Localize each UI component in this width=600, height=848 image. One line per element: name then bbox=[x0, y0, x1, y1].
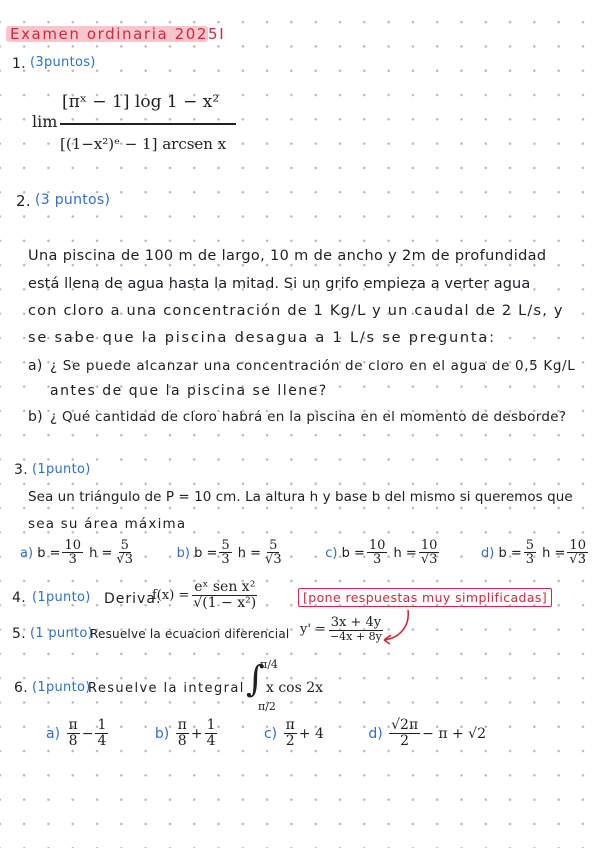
q2-line-4: se sabe que la piscina desagua a 1 L/s se pregunta: bbox=[28, 330, 496, 346]
b-equals: b = bbox=[194, 545, 218, 561]
q3-option-b[interactable] bbox=[177, 536, 286, 570]
frac-numerator: π bbox=[177, 717, 187, 734]
q1-limit-label: lim bbox=[32, 112, 58, 131]
operator: + 4 bbox=[298, 725, 324, 742]
q3-option-label: a) bbox=[20, 545, 34, 561]
q3-option-d[interactable] bbox=[481, 536, 590, 570]
q3-points: (1punto) bbox=[32, 462, 91, 477]
q2-points: (3 puntos) bbox=[35, 192, 111, 208]
q2-b-label: b) bbox=[28, 409, 43, 425]
b-denominator: 3 bbox=[525, 552, 535, 568]
q3-line-2: sea su área máxima bbox=[28, 516, 187, 532]
h-denominator: √3 bbox=[116, 552, 133, 568]
q3-option-label: d) bbox=[480, 545, 495, 561]
q2-line-1: Una piscina de 100 m de largo, 10 m de ancho y 2m de profundidad bbox=[28, 248, 547, 264]
q5-numerator: 3x + 4y bbox=[330, 615, 382, 630]
q2-line-2: está llena de agua hasta la mitad. Si un grifo empieza a verter agua bbox=[28, 276, 531, 292]
q2-b-text: ¿ Qué cantidad de cloro habrá en la piscina en el momento de desborde? bbox=[50, 409, 567, 425]
q4-note: [pone respuestas muy simplificadas] bbox=[298, 588, 552, 607]
q6-text: Resuelve la integral bbox=[88, 681, 245, 696]
q3-number: 3. bbox=[14, 462, 28, 478]
q5-points: (1 punto) bbox=[30, 626, 94, 641]
frac-numerator: π bbox=[285, 717, 295, 734]
b-numerator: 10 bbox=[368, 537, 386, 553]
h-denominator: √3 bbox=[569, 552, 586, 568]
q5-denominator: −4x + 8y bbox=[329, 629, 382, 643]
q5-text: Resuelve la ecuacion diferencial bbox=[90, 627, 290, 641]
q6-number: 6. bbox=[14, 680, 28, 696]
q5-equation bbox=[300, 616, 386, 643]
h-denominator: √3 bbox=[265, 552, 282, 568]
q6-option-label: a) bbox=[46, 725, 61, 742]
q5-number: 5. bbox=[12, 626, 26, 642]
q2-line-3: con cloro a una concentración de 1 Kg/L y un caudal de 2 L/s, y bbox=[28, 303, 564, 319]
q4-number: 4. bbox=[12, 590, 26, 606]
h-denominator: √3 bbox=[420, 552, 438, 568]
q6-options bbox=[46, 714, 486, 754]
q4-points: (1punto) bbox=[32, 590, 91, 605]
q3-options bbox=[20, 536, 590, 570]
q2-a-text-2: antes de que la piscina se llene? bbox=[50, 383, 328, 399]
operator: − π + √2 bbox=[422, 725, 486, 742]
q6-option-b[interactable] bbox=[155, 718, 220, 749]
integral-sign-icon: ∫ bbox=[246, 659, 265, 700]
h-numerator: 5 bbox=[120, 537, 129, 553]
q6-option-d[interactable] bbox=[368, 718, 486, 749]
q4-text: Deriva: bbox=[104, 591, 162, 607]
frac-numerator: π bbox=[68, 717, 78, 734]
b-equals: b = bbox=[341, 545, 365, 561]
q6-points: (1punto) bbox=[32, 680, 91, 695]
q6-option-label: c) bbox=[263, 725, 278, 742]
q2-a-text: ¿ Se puede alcanzar una concentración de cloro en el agua de 0,5 Kg/L bbox=[50, 358, 576, 374]
q3-option-a[interactable] bbox=[20, 536, 137, 570]
q6-option-label: b) bbox=[154, 725, 170, 742]
q6-option-a[interactable] bbox=[46, 718, 110, 749]
b-numerator: 5 bbox=[221, 537, 230, 553]
h-numerator: 10 bbox=[569, 537, 586, 553]
frac-numerator: 1 bbox=[206, 717, 216, 734]
h-equals: h = bbox=[393, 545, 417, 561]
q6-lower-limit: π/2 bbox=[258, 700, 276, 713]
b-denominator: 3 bbox=[68, 552, 77, 568]
q6-option-c[interactable] bbox=[264, 718, 324, 749]
b-equals: b = bbox=[37, 545, 61, 561]
b-numerator: 10 bbox=[64, 537, 82, 553]
operator: + bbox=[190, 725, 203, 742]
q1-numerator: [πˣ − 1] log 1 − x² bbox=[62, 92, 220, 112]
frac-numerator: 1 bbox=[97, 717, 107, 734]
q6-upper-limit: π/4 bbox=[260, 658, 278, 671]
frac-denominator: 2 bbox=[285, 733, 295, 750]
b-equals: b = bbox=[498, 545, 522, 561]
h-numerator: 10 bbox=[420, 537, 438, 553]
q1-points: (3puntos) bbox=[30, 55, 96, 70]
q4-numerator: eˣ sen x² bbox=[194, 579, 256, 595]
q4-f-label: f(x) = bbox=[152, 588, 190, 604]
page-title: Examen ordinaria 2025I bbox=[10, 25, 226, 43]
b-denominator: 3 bbox=[221, 552, 230, 568]
q3-option-c[interactable] bbox=[325, 536, 441, 570]
q3-option-label: b) bbox=[176, 545, 190, 561]
frac-denominator: 4 bbox=[97, 733, 107, 750]
q3-option-label: c) bbox=[325, 545, 338, 561]
b-denominator: 3 bbox=[372, 552, 382, 568]
frac-denominator: 8 bbox=[68, 733, 78, 750]
b-numerator: 5 bbox=[525, 537, 535, 553]
q6-option-label: d) bbox=[368, 725, 383, 742]
q1-denominator: [(1−x²)ᵉ − 1] arcsen x bbox=[60, 135, 227, 153]
h-equals: h = bbox=[542, 545, 566, 561]
frac-denominator: 4 bbox=[206, 733, 216, 750]
frac-denominator: 2 bbox=[400, 733, 410, 750]
q5-y-label: y' = bbox=[300, 621, 326, 637]
frac-denominator: 8 bbox=[177, 733, 187, 750]
q2-a-label: a) bbox=[28, 358, 43, 374]
frac-numerator: √2π bbox=[391, 717, 419, 734]
q4-function bbox=[152, 580, 260, 611]
q1-fraction-bar bbox=[60, 123, 236, 125]
q3-line-1: Sea un triángulo de P = 10 cm. La altura h y base b del mismo si queremos que bbox=[28, 489, 573, 505]
operator: − bbox=[81, 725, 94, 742]
q1-number: 1. bbox=[12, 56, 26, 72]
q6-integrand: x cos 2x bbox=[266, 680, 324, 696]
q2-number: 2. bbox=[16, 192, 31, 210]
q4-denominator: √(1 − x²) bbox=[193, 594, 257, 611]
h-equals: h = bbox=[89, 545, 113, 561]
h-equals: h = bbox=[237, 545, 262, 561]
h-numerator: 5 bbox=[269, 537, 278, 553]
